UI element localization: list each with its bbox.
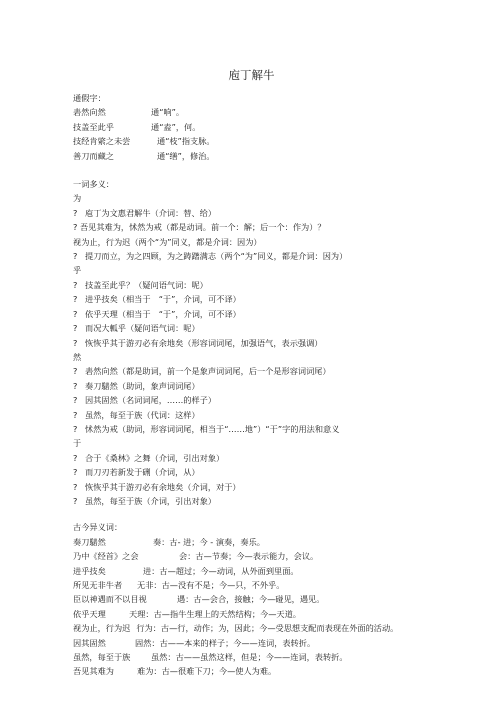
section-heading-gujinyiyi: 古今异义词：: [73, 522, 123, 533]
polysemy-line: ? 恢恢乎其于游刃必有余地矣（介词，对于）: [73, 481, 241, 492]
polysemy-line: ? 依乎天理（相当于 “于”，介词，可不译）: [73, 308, 241, 319]
tongjiazi-item: 砉然向然 通“响”。: [73, 107, 185, 118]
polysemy-line: ? 而况大軱乎（疑问语气词：呢）: [73, 323, 200, 334]
polysemy-line: ? 因其固然（名词词尾，……的样子）: [73, 395, 217, 406]
page-title: 庖丁解牛: [228, 68, 275, 82]
polysemy-word: 于: [73, 438, 82, 449]
tongjiazi-item: 技盖至此乎 通“盍”，何。: [73, 121, 201, 132]
gujin-item: 因其固然 固然：古——本来的样子；今——连词，表转折。: [73, 637, 316, 648]
polysemy-line: ? 虽然，每至于族（介词，引出对象）: [73, 495, 217, 506]
polysemy-line: 视为止，行为迟（两个“为”同义，都是介词：因为）: [73, 236, 262, 247]
polysemy-line: ? 奏刀騞然（助词，象声词词尾）: [73, 380, 200, 391]
tongjiazi-item: 善刀而藏之 通“缮”，修治。: [73, 150, 215, 161]
polysemy-line: ? 提刀而立，为之四顾，为之踌躇满志（两个“为”同义，都是介词：因为）: [73, 251, 348, 262]
polysemy-word: 乎: [73, 265, 82, 276]
gujin-item: 依乎天理 天理：古—指牛生理上的天然结构；今—天道。: [73, 608, 301, 619]
gujin-item: 吾见其难为 难为：古—很难下刀；今—使人为难。: [73, 666, 277, 677]
gujin-item: 进乎技矣 进：古—超过；今—动词，从外面到里面。: [73, 565, 299, 576]
section-heading-tongjiazi: 通假字：: [73, 93, 106, 103]
polysemy-line: ? 怵然为戒（助词，形容词词尾，相当于“……地”）“于”字的用法和意义: [73, 423, 340, 434]
polysemy-word: 然: [73, 351, 82, 362]
polysemy-line: ? 虽然，每至于族（代词：这样）: [73, 409, 200, 420]
gujin-item: 虽然，每至于族 虽然：古——虽然这样，但是；今——连词，表转折。: [73, 652, 348, 663]
polysemy-line: ? 吾见其难为，怵然为戒（都是动词。前一个：解；后一个：作为）？: [73, 222, 326, 233]
polysemy-word: 为: [73, 193, 82, 204]
gujin-item: 视为止，行为迟 行为：古—行，动作；为，因此；今—受思想支配而表现在外面的活动。: [73, 623, 399, 634]
gujin-item: 所见无非牛者 无非：古—没有不是；今—只，不外乎。: [73, 580, 285, 590]
polysemy-line: ? 进乎技矣（相当于 “于”，介词，可不译）: [73, 294, 241, 305]
polysemy-line: ? 合于《桑林》之舞（介词，引出对象）: [73, 452, 225, 463]
section-heading-yiciduoyi: 一词多义：: [73, 179, 114, 190]
tongjiazi-item: 技经肯綮之未尝 通“枝”指支脉。: [73, 136, 215, 147]
polysemy-line: ? 技盖至此乎？（疑问语气词：呢）: [73, 279, 208, 290]
polysemy-line: ? 砉然向然（都是助词，前一个是象声词词尾，后一个是形容词词尾）: [73, 366, 331, 377]
polysemy-line: ? 恢恢乎其于游刃必有余地矣（形容词词尾，加强语气，表示强调）: [73, 337, 323, 348]
gujin-item: 臣以神遇而不以目视 遇：古—会合，接触；今—碰见，遇见。: [73, 594, 325, 605]
polysemy-line: ? 庖丁为文惠君解牛（介词：替、给）: [73, 207, 217, 218]
polysemy-line: ? 而刀刃若新发于硎（介词，从）: [73, 467, 200, 478]
gujin-item: 乃中《经首》之会 会：古—节奏；今—表示能力，会议。: [73, 551, 319, 562]
gujin-item: 奏刀騞然 奏：古- 进；今 - 演奏，奏乐。: [73, 536, 265, 547]
